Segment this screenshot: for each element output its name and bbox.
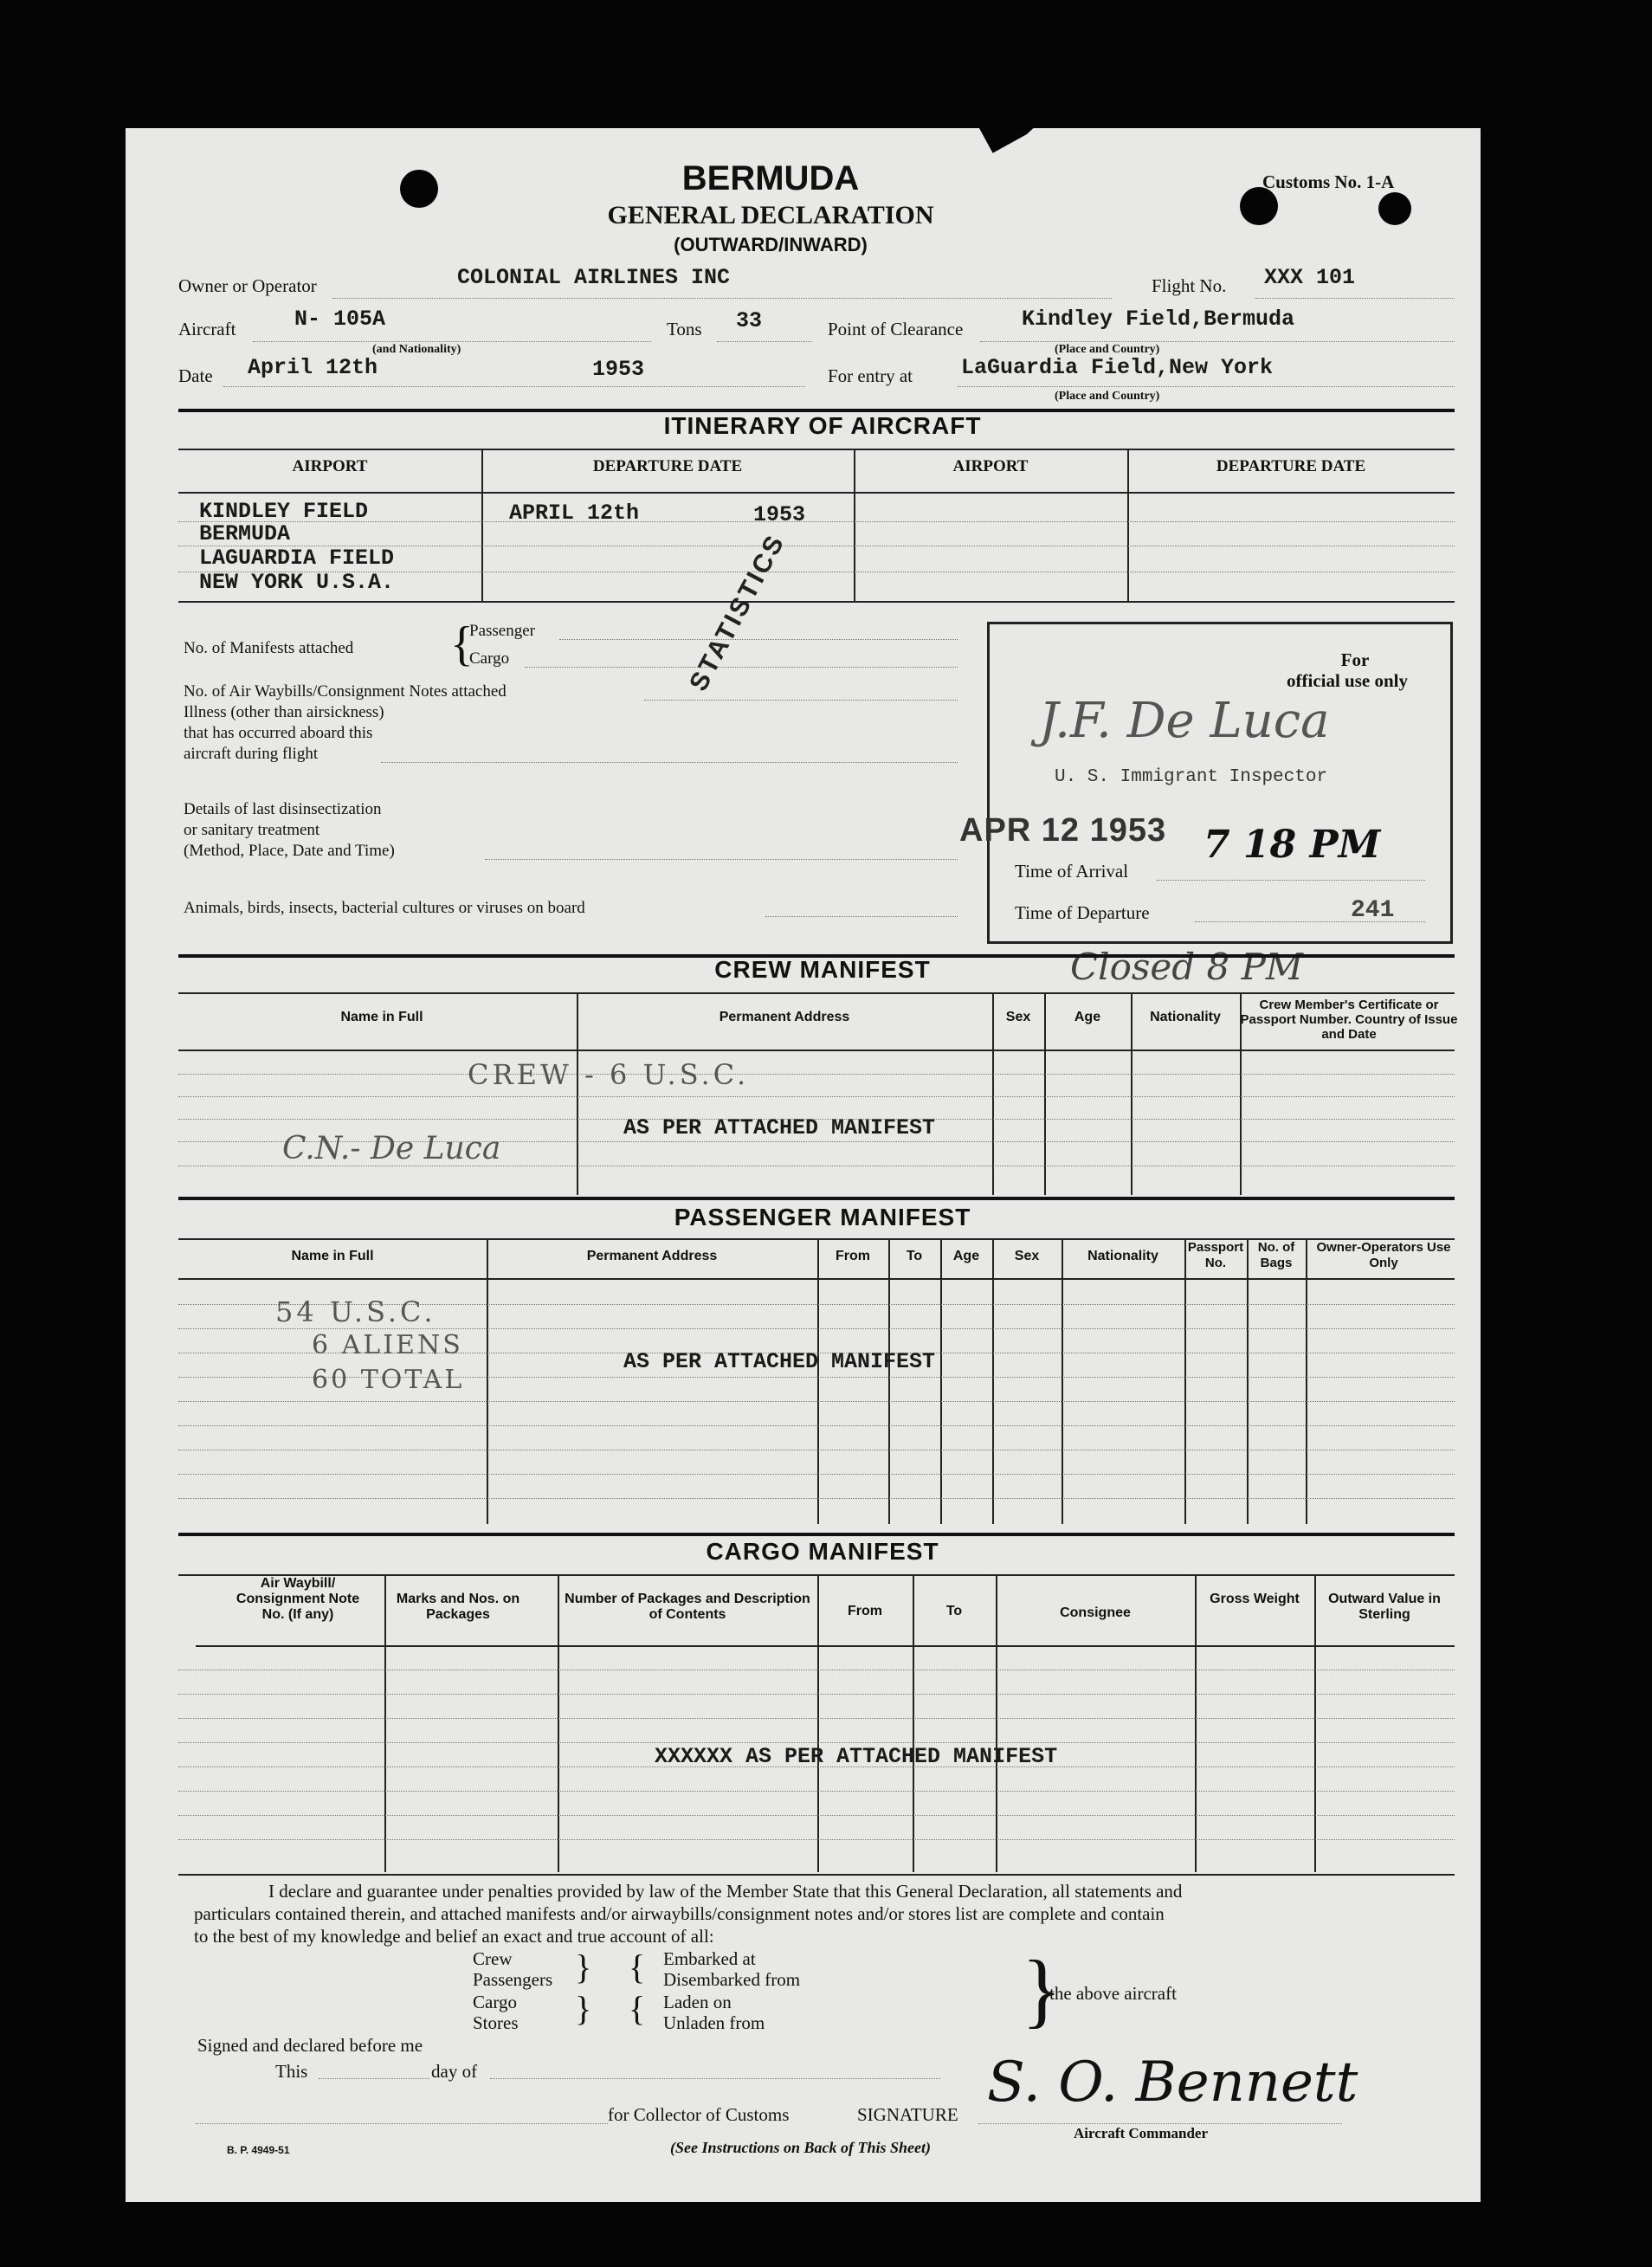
cargo-count-line: [525, 667, 958, 668]
flight-label: Flight No.: [1152, 275, 1227, 296]
owner-line: [332, 298, 1112, 299]
pax-divider-7: [1184, 1238, 1186, 1524]
crew-col-rule: [178, 1050, 1455, 1051]
cargo-divider-7: [1314, 1574, 1316, 1872]
cargo-dot-6: [178, 1791, 1455, 1792]
itin-col-airport-2: AIRPORT: [952, 457, 1029, 475]
arrival-line: [1157, 880, 1425, 881]
form-number: Customs No. 1-A: [1262, 171, 1395, 192]
cargo-bottom-rule: [178, 1874, 1455, 1876]
collector-line: [196, 2123, 608, 2124]
cargo-dot-7: [178, 1815, 1455, 1816]
inspector-signature: J.F. De Luca: [1039, 693, 1330, 749]
place-country-note-2: (Place and Country): [1055, 390, 1160, 403]
crew-dot-1: [178, 1074, 1455, 1075]
itin-airport-4: NEW YORK U.S.A.: [199, 570, 395, 595]
waybills-label: No. of Air Waybills/Consignment Notes attached: [184, 682, 507, 701]
pax-col-bags: No. of Bags: [1257, 1240, 1295, 1270]
entry-value: LaGuardia Field,New York: [961, 355, 1274, 380]
this-label: This: [275, 2061, 308, 2082]
pax-divider-8: [1247, 1238, 1249, 1524]
nationality-note: (and Nationality): [372, 343, 461, 356]
pax-hand-line-1: 54 U.S.C.: [275, 1295, 436, 1328]
passenger-top-rule: [178, 1197, 1455, 1200]
this-line: [319, 2078, 429, 2079]
declaration-line-3: to the best of my knowledge and belief an exact and true account of all:: [194, 1926, 714, 1947]
cargo-dot-3: [178, 1718, 1455, 1719]
flight-line: [1255, 298, 1455, 299]
place-country-note: (Place and Country): [1055, 343, 1160, 356]
pax-col-age: Age: [952, 1249, 980, 1263]
inspector-title: U. S. Immigrant Inspector: [1055, 767, 1328, 787]
crew-divider-5: [1240, 992, 1242, 1195]
itin-col-date-2: DEPARTURE DATE: [1216, 457, 1366, 475]
decl-disembarked: Disembarked from: [663, 1969, 801, 1990]
official-use-label: official use only: [1287, 670, 1408, 691]
decl-laden: Laden on: [663, 1992, 732, 2012]
cargo-dot-4: [178, 1742, 1455, 1743]
clearance-label: Point of Clearance: [828, 319, 964, 339]
entry-line: [958, 386, 1455, 387]
itin-departure-date: APRIL 12th: [509, 501, 640, 526]
manifests-label: No. of Manifests attached: [184, 639, 354, 657]
illness-line-3: aircraft during flight: [184, 745, 319, 763]
departure-value: 241: [1351, 897, 1395, 924]
crew-col-age: Age: [1074, 1010, 1101, 1024]
date-label: Date: [178, 365, 213, 386]
cargo-divider-1: [384, 1574, 386, 1872]
cargo-title: CARGO MANIFEST: [706, 1538, 939, 1565]
pax-dot-2: [178, 1328, 1455, 1329]
waybills-line: [644, 700, 958, 701]
manifests-brace: {: [450, 617, 474, 671]
pax-divider-2: [817, 1238, 819, 1524]
departure-label: Time of Departure: [1015, 902, 1150, 923]
signature-label: SIGNATURE: [857, 2104, 958, 2125]
aircraft-line: [253, 341, 651, 342]
pax-divider-5: [992, 1238, 994, 1524]
form-direction: (OUTWARD/INWARD): [674, 234, 868, 255]
cargo-col-description: Number of Packages and Description of Contents: [565, 1592, 810, 1622]
decl-brace-1: }: [575, 1947, 592, 1986]
cargo-count-label: Cargo: [469, 649, 510, 668]
commander-signature: S. O. Bennett: [987, 2051, 1358, 2115]
punch-hole-far-right: [1378, 192, 1411, 225]
clearance-line: [980, 341, 1455, 342]
signed-label: Signed and declared before me: [197, 2035, 423, 2056]
crew-col-sex: Sex: [1005, 1010, 1031, 1024]
cargo-dot-8: [178, 1839, 1455, 1840]
crew-divider-1: [577, 992, 578, 1195]
crew-divider-2: [992, 992, 994, 1195]
pax-col-passport: Passport No.: [1187, 1240, 1244, 1270]
punch-hole-left: [400, 170, 438, 208]
decl-unladen: Unladen from: [663, 2012, 765, 2033]
pax-typed-note: AS PER ATTACHED MANIFEST: [623, 1349, 936, 1374]
disinsect-line-1: Details of last disinsectization: [184, 800, 382, 818]
decl-brace-4: {: [629, 1989, 646, 2028]
collector-label: for Collector of Customs: [608, 2104, 790, 2125]
signature-line: [978, 2123, 1342, 2124]
cargo-divider-4: [913, 1574, 914, 1872]
illness-line: [381, 762, 958, 763]
form-subtitle: GENERAL DECLARATION: [607, 201, 934, 229]
aircraft-value: N- 105A: [294, 307, 386, 332]
itin-divider-3: [1127, 449, 1129, 601]
pax-divider-9: [1306, 1238, 1307, 1524]
decl-cargo: Cargo: [473, 1992, 517, 2012]
crew-col-nationality: Nationality: [1150, 1010, 1221, 1024]
crew-head-rule: [178, 992, 1455, 994]
cargo-col-waybill: Air Waybill/ Consignment Note No. (If any): [236, 1576, 360, 1622]
date-value: April 12th: [248, 355, 378, 380]
decl-crew: Crew: [473, 1948, 513, 1969]
tons-line: [717, 341, 812, 342]
cargo-col-weight: Gross Weight: [1210, 1592, 1300, 1606]
crew-hand-note: CREW - 6 U.S.C.: [468, 1058, 750, 1091]
commander-label: Aircraft Commander: [1074, 2125, 1209, 2141]
arrival-date-stamp: APR 12 1953: [959, 812, 1167, 849]
crew-typed-note: AS PER ATTACHED MANIFEST: [623, 1115, 936, 1140]
cargo-col-value: Outward Value in Sterling: [1328, 1592, 1441, 1622]
clearance-value: Kindley Field,Bermuda: [1022, 307, 1295, 332]
entry-label: For entry at: [828, 365, 913, 386]
itin-airport-3: LAGUARDIA FIELD: [199, 546, 395, 571]
official-for-label: For: [1340, 649, 1370, 670]
pax-divider-3: [888, 1238, 890, 1524]
crew-col-certificate: Crew Member's Certificate or Passport Number. Country of Issue and Date: [1240, 998, 1458, 1042]
illness-line-2: that has occurred aboard this: [184, 724, 373, 742]
pax-dot-6: [178, 1425, 1455, 1426]
disinsect-line: [485, 859, 958, 860]
decl-stores: Stores: [473, 2012, 519, 2033]
animals-label: Animals, birds, insects, bacterial cultures or viruses on board: [184, 899, 585, 917]
itin-departure-year: 1953: [753, 502, 806, 527]
pax-col-sex: Sex: [1014, 1249, 1040, 1263]
itinerary-title: ITINERARY OF AIRCRAFT: [663, 412, 982, 439]
instructions-note: (See Instructions on Back of This Sheet): [670, 2139, 932, 2156]
cargo-head-rule: [178, 1574, 1455, 1576]
declaration-line-2: particulars contained therein, and attached manifests and/or airwaybills/consignment notes and/or stores list are complete and contain: [194, 1903, 1165, 1924]
owner-value: COLONIAL AIRLINES INC: [457, 265, 731, 290]
crew-col-address: Permanent Address: [719, 1010, 850, 1024]
cargo-col-consignee: Consignee: [1060, 1605, 1131, 1620]
cargo-col-marks: Marks and Nos. on Packages: [396, 1592, 520, 1622]
pax-divider-4: [940, 1238, 942, 1524]
arrival-label: Time of Arrival: [1015, 861, 1129, 882]
year-value: 1953: [592, 357, 645, 382]
pax-dot-5: [178, 1401, 1455, 1402]
disinsect-line-3: (Method, Place, Date and Time): [184, 842, 395, 860]
pax-dot-9: [178, 1498, 1455, 1499]
form-title: BERMUDA: [681, 159, 860, 197]
tons-label: Tons: [667, 319, 702, 339]
crew-dot-2: [178, 1096, 1455, 1097]
itinerary-col-rule: [178, 492, 1455, 494]
passenger-title: PASSENGER MANIFEST: [674, 1204, 971, 1230]
pax-hand-line-3: 60 TOTAL: [312, 1365, 465, 1395]
itin-airport-1: KINDLEY FIELD: [199, 499, 369, 524]
cargo-divider-5: [996, 1574, 997, 1872]
pax-divider-6: [1062, 1238, 1063, 1524]
itin-col-date-1: DEPARTURE DATE: [592, 457, 743, 475]
day-line: [490, 2078, 940, 2079]
pax-col-owner: Owner-Operators Use Only: [1316, 1240, 1451, 1270]
crew-hand-sign: C.N.- De Luca: [282, 1131, 501, 1166]
crew-col-name: Name in Full: [340, 1010, 423, 1024]
pax-dot-8: [178, 1474, 1455, 1475]
above-aircraft-label: the above aircraft: [1049, 1983, 1177, 2004]
cargo-divider-6: [1195, 1574, 1197, 1872]
pax-col-name: Name in Full: [291, 1249, 374, 1263]
itinerary-bottom-rule: [178, 601, 1455, 603]
pax-divider-1: [487, 1238, 488, 1524]
cargo-divider-2: [558, 1574, 559, 1872]
decl-big-brace: }: [1022, 1943, 1062, 2036]
disinsect-line-2: or sanitary treatment: [184, 821, 320, 839]
cargo-top-rule: [178, 1533, 1455, 1536]
pax-hand-line-2: 6 ALIENS: [312, 1330, 463, 1360]
passenger-count-label: Passenger: [469, 622, 535, 640]
aircraft-label: Aircraft: [178, 319, 236, 339]
flight-value: XXX 101: [1264, 265, 1356, 290]
decl-brace-3: {: [629, 1947, 646, 1986]
crew-divider-3: [1044, 992, 1046, 1195]
cargo-divider-3: [817, 1574, 819, 1872]
itin-dot-1: [178, 521, 1455, 522]
illness-line-1: Illness (other than airsickness): [184, 703, 384, 721]
itin-divider-1: [481, 449, 483, 601]
statistics-stamp: STATISTICS: [684, 528, 791, 696]
cargo-col-to: To: [945, 1604, 963, 1618]
decl-passengers: Passengers: [473, 1969, 553, 1990]
pax-col-nationality: Nationality: [1087, 1249, 1158, 1263]
day-label: day of: [431, 2061, 478, 2082]
closed-note: Closed 8 PM: [1070, 946, 1303, 988]
declaration-line-1: I declare and guarantee under penalties provided by law of the Member State that this General Declaration, all statements and: [268, 1881, 1183, 1902]
cargo-typed-note: XXXXXX AS PER ATTACHED MANIFEST: [655, 1744, 1058, 1769]
owner-label: Owner or Operator: [178, 275, 317, 296]
decl-embarked: Embarked at: [663, 1948, 756, 1969]
cargo-dot-2: [178, 1694, 1455, 1695]
passenger-count-line: [559, 639, 958, 640]
decl-brace-2: }: [575, 1989, 592, 2028]
pax-col-to: To: [906, 1249, 923, 1263]
itin-col-airport-1: AIRPORT: [292, 457, 368, 475]
arrival-value: 7 18 PM: [1204, 823, 1381, 867]
animals-line: [765, 916, 958, 917]
crew-title: CREW MANIFEST: [714, 956, 931, 983]
form-code: B. P. 4949-51: [227, 2144, 290, 2156]
tons-value: 33: [736, 308, 763, 333]
pax-col-address: Permanent Address: [586, 1249, 718, 1263]
itin-airport-2: BERMUDA: [199, 521, 291, 546]
passenger-col-rule: [178, 1278, 1455, 1280]
itinerary-head-rule: [178, 449, 1455, 450]
date-line: [223, 386, 805, 387]
cargo-col-from: From: [848, 1604, 882, 1618]
crew-divider-4: [1131, 992, 1133, 1195]
itin-divider-2: [854, 449, 855, 601]
pax-col-from: From: [836, 1249, 870, 1263]
